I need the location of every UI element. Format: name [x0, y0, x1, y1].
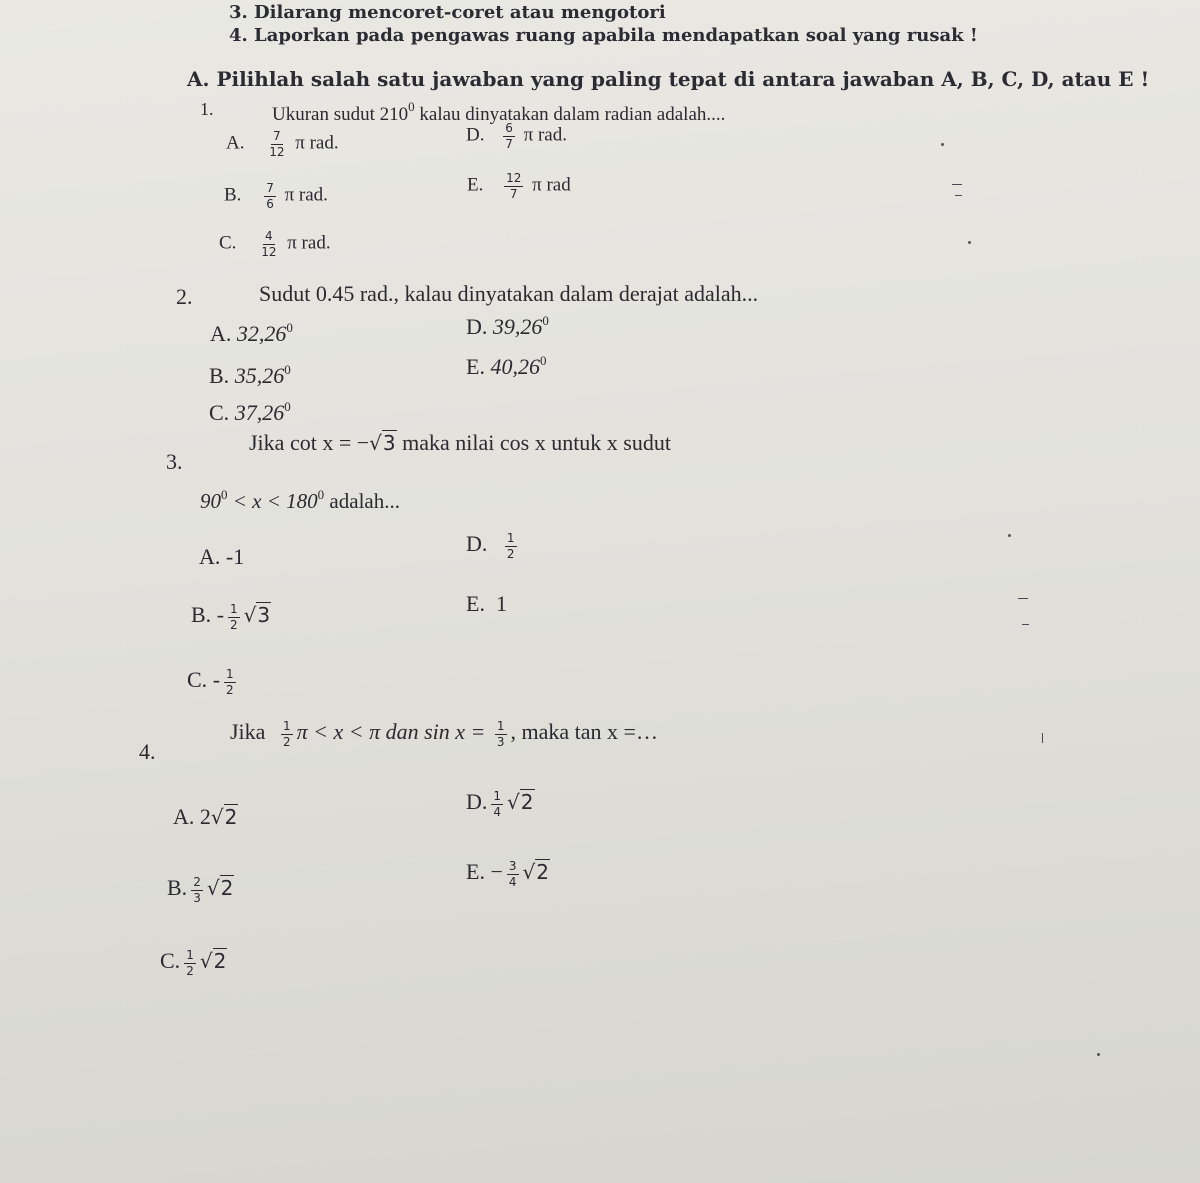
rule-4: 4. Laporkan pada pengawas ruang apabila mendapatkan soal yang rusak !: [229, 25, 978, 46]
q3-option-e: E. 1: [466, 591, 507, 616]
q1-number: 1.: [200, 99, 214, 119]
q3-text: Jika cot x = −√3 maka nilai cos x untuk x sudut: [249, 430, 671, 455]
q3-option-c: C. - $\frac{1}{2}$: [187, 667, 234, 697]
fraction: $\frac{1}{4}$: [493, 789, 502, 819]
fraction: $\frac{3}{4}$: [508, 859, 517, 889]
fraction: $\frac{12}{7}$: [506, 171, 522, 201]
sqrt: √2: [199, 949, 227, 974]
q4-number: 4.: [139, 739, 156, 764]
sqrt: √3: [243, 603, 271, 628]
fraction: $\frac{1}{2}$: [506, 531, 515, 561]
stray-mark: [952, 184, 962, 185]
section-a-instruction: A. Pilihlah salah satu jawaban yang paling tepat di antara jawaban A, B, C, D, atau E !: [187, 67, 1150, 91]
q2-number: 2.: [176, 284, 193, 309]
q1-option-a: A. $\frac{7}{12}$ π rad.: [226, 129, 339, 159]
fraction: $\frac{7}{6}$: [266, 181, 274, 211]
sqrt: √2: [210, 805, 238, 829]
fraction: $\frac{4}{12}$: [261, 229, 277, 259]
q4-option-e: E. − $\frac{3}{4}$ √2: [466, 859, 549, 889]
q3-option-d: D. $\frac{1}{2}$: [466, 531, 515, 561]
q2-option-d: D. 39,26$^0$: [466, 313, 549, 339]
q4-option-d: D. $\frac{1}{4}$ √2: [466, 789, 534, 819]
q2-text: Sudut 0.45 rad., kalau dinyatakan dalam derajat adalah...: [259, 281, 759, 306]
fraction: $\frac{6}{7}$: [505, 121, 513, 151]
fraction: $\frac{1}{2}$: [186, 948, 194, 978]
fraction: $\frac{2}{3}$: [193, 875, 201, 905]
stray-dot: [941, 143, 944, 146]
q1-option-d: D. $\frac{6}{7}$ π rad.: [466, 121, 567, 151]
fraction: $\frac{1}{2}$: [230, 602, 238, 632]
fraction: $\frac{1}{3}$: [496, 719, 505, 749]
fraction: $\frac{1}{2}$: [226, 667, 234, 697]
stray-mark: [955, 195, 962, 196]
sqrt: √3: [369, 431, 396, 455]
q2-option-c: C. 37,26$^0$: [209, 399, 291, 425]
q2-option-a: A. 32,26$^0$: [210, 320, 293, 346]
rule-3: 3. Dilarang mencoret-coret atau mengotori: [229, 2, 666, 23]
q3-number: 3.: [166, 449, 183, 474]
stray-dot: [1097, 1053, 1100, 1056]
q1-option-e: E. $\frac{12}{7}$ π rad: [467, 171, 571, 201]
stray-mark: [1018, 598, 1028, 599]
q3-range: $90^0 < x < 180^0$ adalah...: [200, 487, 400, 513]
q4-text: Jika $\frac{1}{2}$ π < x < π dan sin x = $\frac{1}{3}$ , maka tan x =…: [230, 719, 658, 749]
q4-option-b: B. $\frac{2}{3}$ √2: [167, 875, 234, 905]
fraction: $\frac{7}{12}$: [269, 129, 285, 159]
q1-option-c: C. $\frac{4}{12}$ π rad.: [219, 229, 331, 259]
sqrt: √2: [522, 860, 549, 885]
stray-dot: [1008, 534, 1011, 537]
sqrt: √2: [206, 876, 234, 901]
stray-mark: [1022, 624, 1029, 625]
q2-option-b: B. 35,26$^0$: [209, 362, 291, 388]
q1-option-b: B. $\frac{7}{6}$ π rad.: [224, 181, 328, 211]
sqrt: √2: [507, 790, 534, 815]
q4-option-c: C. $\frac{1}{2}$ √2: [160, 948, 227, 978]
stray-dot: [968, 241, 971, 244]
stray-mark: [1042, 733, 1043, 743]
q1-text: Ukuran sudut $210^0$ kalau dinyatakan dalam radian adalah....: [272, 99, 726, 125]
q4-option-a: A. 2√2: [173, 804, 238, 829]
q2-option-e: E. 40,26$^0$: [466, 353, 547, 379]
q3-option-a: A. -1: [199, 544, 245, 569]
q3-option-b: B. - $\frac{1}{2}$ √3: [191, 602, 271, 632]
fraction: $\frac{1}{2}$: [282, 719, 291, 749]
